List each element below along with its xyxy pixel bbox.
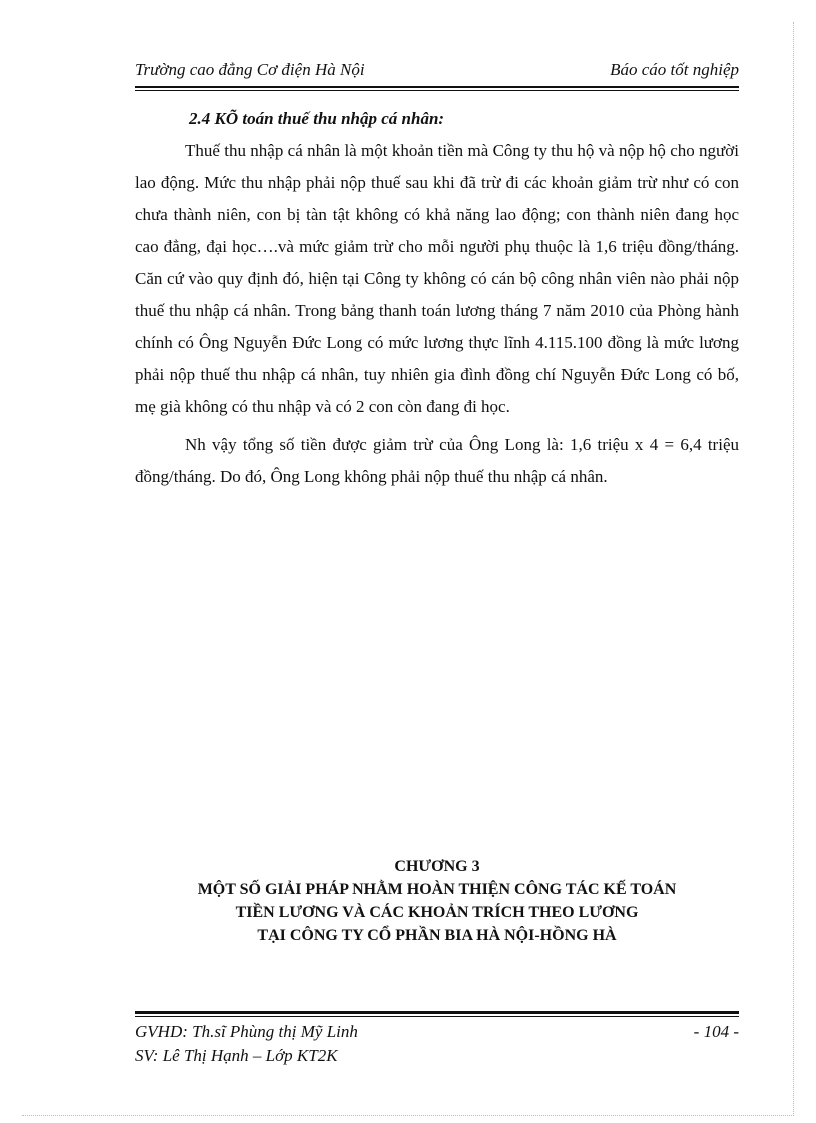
paragraph: Thuế thu nhập cá nhân là một khoản tiền mà Công ty thu hộ và nộp hộ cho người lao động. Mức thu nhập phải nộp thuế sau khi đã trừ đi các khoản giảm trừ như có con chưa thành niên, con bị tàn tật không có khả năng lao động; con thành niên đang học cao đẳng, đại học….và mức giảm trừ cho mỗi người phụ thuộc là 1,6 triệu đồng/tháng. Căn cứ vào quy định đó, hiện tại Công ty không có cán bộ công nhân viên nào phải nộp thuế thu nhập cá nhân. Trong bảng thanh toán lương tháng 7 năm 2010 của Phòng hành chính có Ông Nguyễn Đức Long có mức lương thực lĩnh 4.115.100 đồng là mức lương phải nộp thuế thu nhập cá nhân, tuy nhiên gia đình đồng chí Nguyễn Đức Long có bố, mẹ già không có thu nhập và có 2 con còn đang đi học. xyxy=(135,141,739,416)
section-title: 2.4 KÕ toán thuế thu nhập cá nhân: xyxy=(189,109,445,128)
page-number: - 104 - xyxy=(693,1022,739,1041)
chapter-title-line: MỘT SỐ GIẢI PHÁP NHẰM HOÀN THIỆN CÔNG TÁC KẾ TOÁN xyxy=(197,881,677,898)
chapter-heading xyxy=(135,855,739,947)
footer-rule-thin xyxy=(135,1016,739,1017)
footer-student: SV: Lê Thị Hạnh – Lớp KT2K xyxy=(135,1046,338,1065)
footer-supervisor: GVHD: Th.sĩ Phùng thị Mỹ Linh xyxy=(135,1022,358,1041)
chapter-title-line: TIỀN LƯƠNG VÀ CÁC KHOẢN TRÍCH THEO LƯƠNG xyxy=(235,904,639,921)
chapter-number: CHƯƠNG 3 xyxy=(394,858,480,875)
footer-rule xyxy=(135,1011,739,1014)
main-content xyxy=(135,103,739,493)
page-footer xyxy=(135,1020,739,1068)
header-report: Báo cáo tốt nghiệp xyxy=(610,60,739,79)
header-rule xyxy=(135,86,739,88)
header-school: Trường cao đẳng Cơ điện Hà Nội xyxy=(135,60,365,79)
header-rule-thin xyxy=(135,90,739,91)
chapter-title-line: TẠI CÔNG TY CỔ PHẦN BIA HÀ NỘI-HỒNG HÀ xyxy=(257,927,617,944)
page-header xyxy=(135,60,739,88)
paragraph: Nh vậy tổng số tiền được giảm trừ của Ông Long là: 1,6 triệu x 4 = 6,4 triệu đồng/tháng. Do đó, Ông Long không phải nộp thuế thu nhập cá nhân. xyxy=(135,435,739,486)
